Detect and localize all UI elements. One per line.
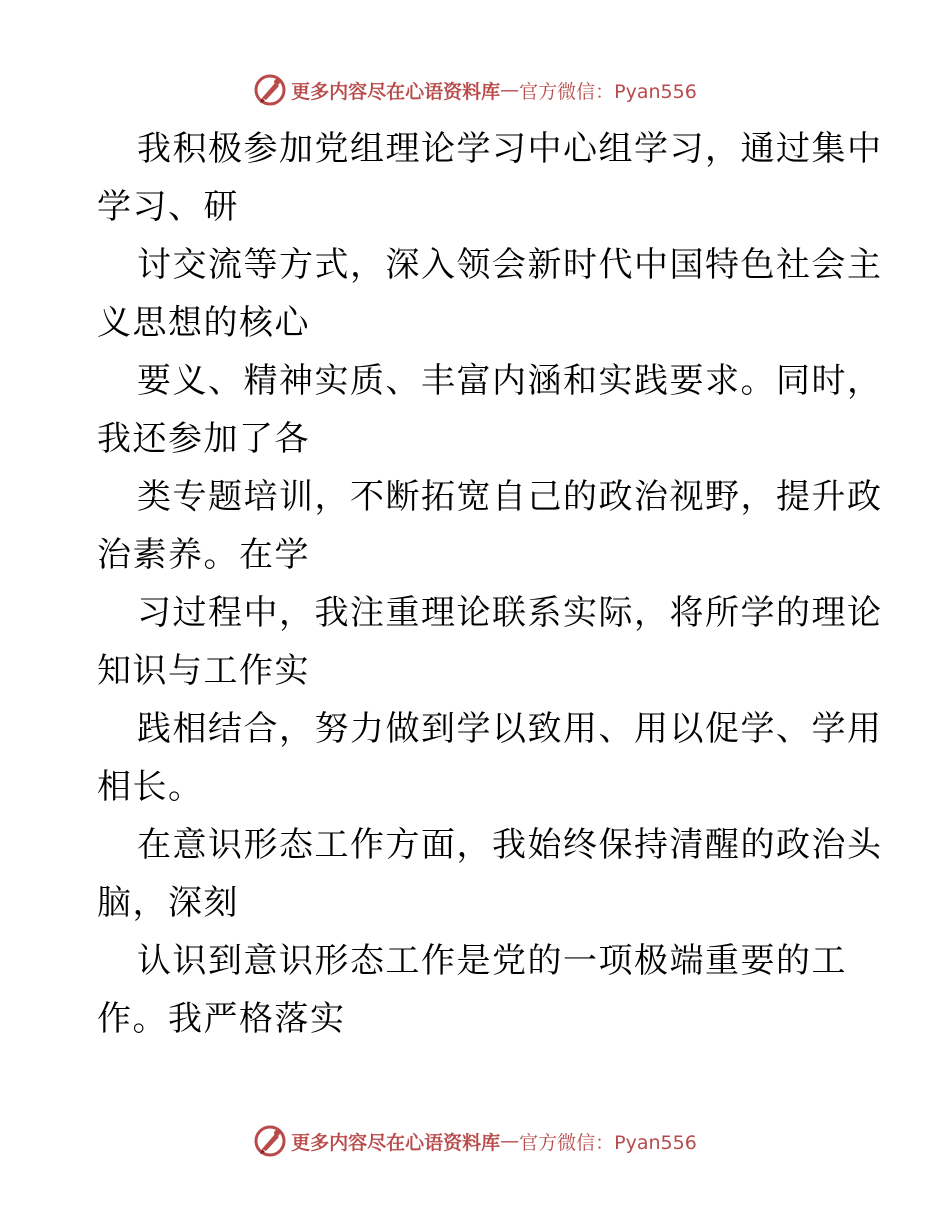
document-body: [97, 120, 883, 1048]
text-line: 我积极参加党组理论学习中心组学习，通过集中: [137, 129, 883, 169]
text-line: 践相结合，努力做到学以致用、用以促学、学用: [137, 709, 883, 749]
watermark-official-text: 官方微信：Pyan556: [519, 80, 697, 103]
watermark-brand-text: 更多内容尽在心语资料库: [291, 1131, 501, 1154]
text-line: 义思想的核心: [97, 303, 310, 343]
text-line: 相长。: [97, 767, 204, 807]
pen-logo-icon: [253, 73, 287, 107]
footer-watermark: [0, 1121, 950, 1161]
text-line: 我还参加了各: [97, 419, 310, 459]
text-line: 脑，深刻: [97, 883, 239, 923]
text-line: 在意识形态工作方面，我始终保持清醒的政治头: [137, 825, 883, 865]
header-watermark: [0, 70, 950, 110]
text-line: 学习、研: [97, 187, 239, 227]
text-line: 治素养。在学: [97, 535, 310, 575]
text-line: 要义、精神实质、丰富内涵和实践要求。同时，: [137, 361, 883, 401]
watermark-dash: —: [500, 79, 520, 101]
pen-logo-icon: [253, 1124, 287, 1158]
watermark-dash: —: [500, 1130, 520, 1152]
text-line: 讨交流等方式，深入领会新时代中国特色社会主: [137, 245, 883, 285]
text-line: 类专题培训，不断拓宽自己的政治视野，提升政: [137, 477, 883, 517]
watermark-brand-text: 更多内容尽在心语资料库: [291, 80, 501, 103]
watermark-official-text: 官方微信：Pyan556: [519, 1131, 697, 1154]
text-line: 作。我严格落实: [97, 999, 346, 1039]
text-line: 习过程中，我注重理论联系实际，将所学的理论: [137, 593, 883, 633]
text-line: 知识与工作实: [97, 651, 310, 691]
text-line: 认识到意识形态工作是党的一项极端重要的工: [137, 941, 847, 981]
